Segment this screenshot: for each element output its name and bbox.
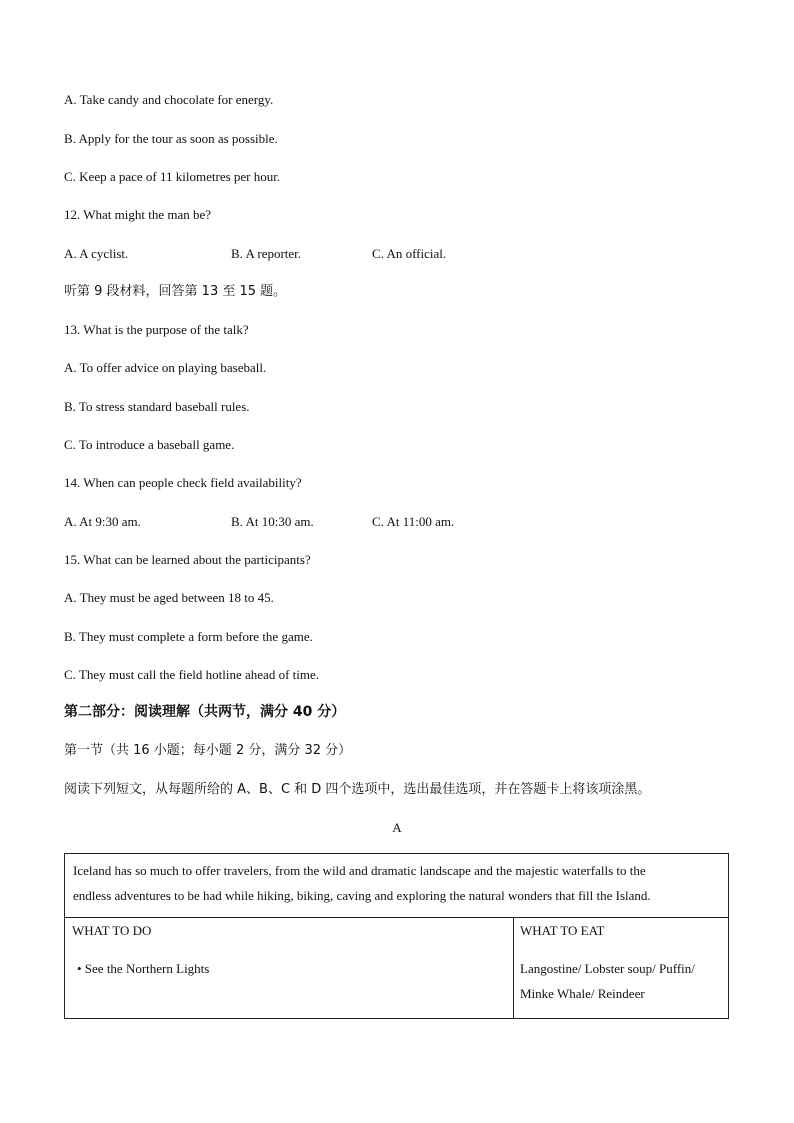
what-to-eat-line-2: Minke Whale/ Reindeer <box>520 986 645 1001</box>
table-column-divider <box>513 918 514 1019</box>
q14-option-a: A. At 9:30 am. <box>64 514 141 529</box>
q15-option-a: A. They must be aged between 18 to 45. <box>64 590 274 605</box>
q14-option-b: B. At 10:30 am. <box>231 514 314 529</box>
q13-option-b: B. To stress standard baseball rules. <box>64 399 250 414</box>
q13-option-c: C. To introduce a baseball game. <box>64 437 235 452</box>
q12-option-b: B. A reporter. <box>231 246 302 261</box>
table-intro-line-1: Iceland has so much to offer travelers, from the wild and dramatic landscape and the majestic waterfalls to the <box>73 863 646 878</box>
q14-question: 14. When can people check field availability? <box>64 475 302 490</box>
what-to-do-item: • See the Northern Lights <box>77 961 210 976</box>
q11-option-b: B. Apply for the tour as soon as possible. <box>64 131 278 146</box>
q12-option-a: A. A cyclist. <box>64 246 129 261</box>
table-intro-line-2: endless adventures to be had while hiking, biking, caving and exploring the natural wonders that fill the Island. <box>73 888 651 903</box>
what-to-do-header: WHAT TO DO <box>72 923 152 938</box>
q13-option-a: A. To offer advice on playing baseball. <box>64 360 267 375</box>
passage-letter: A <box>392 820 402 835</box>
q12-question: 12. What might the man be? <box>64 207 212 222</box>
q13-question: 13. What is the purpose of the talk? <box>64 322 249 337</box>
section-9-instruction: 听第 9 段材料，回答第 13 至 15 题。 <box>64 284 287 299</box>
what-to-eat-header: WHAT TO EAT <box>520 923 605 938</box>
part-two-heading: 第二部分：阅读理解（共两节，满分 40 分） <box>64 704 346 720</box>
table-intro-cell <box>65 854 728 918</box>
q11-option-a: A. Take candy and chocolate for energy. <box>64 92 274 107</box>
what-to-eat-line-1: Langostine/ Lobster soup/ Puffin/ <box>520 961 695 976</box>
iceland-table <box>64 853 729 1019</box>
q15-question: 15. What can be learned about the participants? <box>64 552 311 567</box>
q11-option-c: C. Keep a pace of 11 kilometres per hour. <box>64 169 281 184</box>
q15-option-c: C. They must call the field hotline ahead of time. <box>64 667 319 682</box>
q12-option-c: C. An official. <box>372 246 447 261</box>
q15-option-b: B. They must complete a form before the game. <box>64 629 313 644</box>
section-one-heading: 第一节（共 16 小题；每小题 2 分，满分 32 分） <box>64 743 352 758</box>
q14-option-c: C. At 11:00 am. <box>372 514 455 529</box>
reading-instruction: 阅读下列短文，从每题所给的 A、B、C 和 D 四个选项中，选出最佳选项，并在答题卡上将该项涂黑。 <box>64 782 651 797</box>
